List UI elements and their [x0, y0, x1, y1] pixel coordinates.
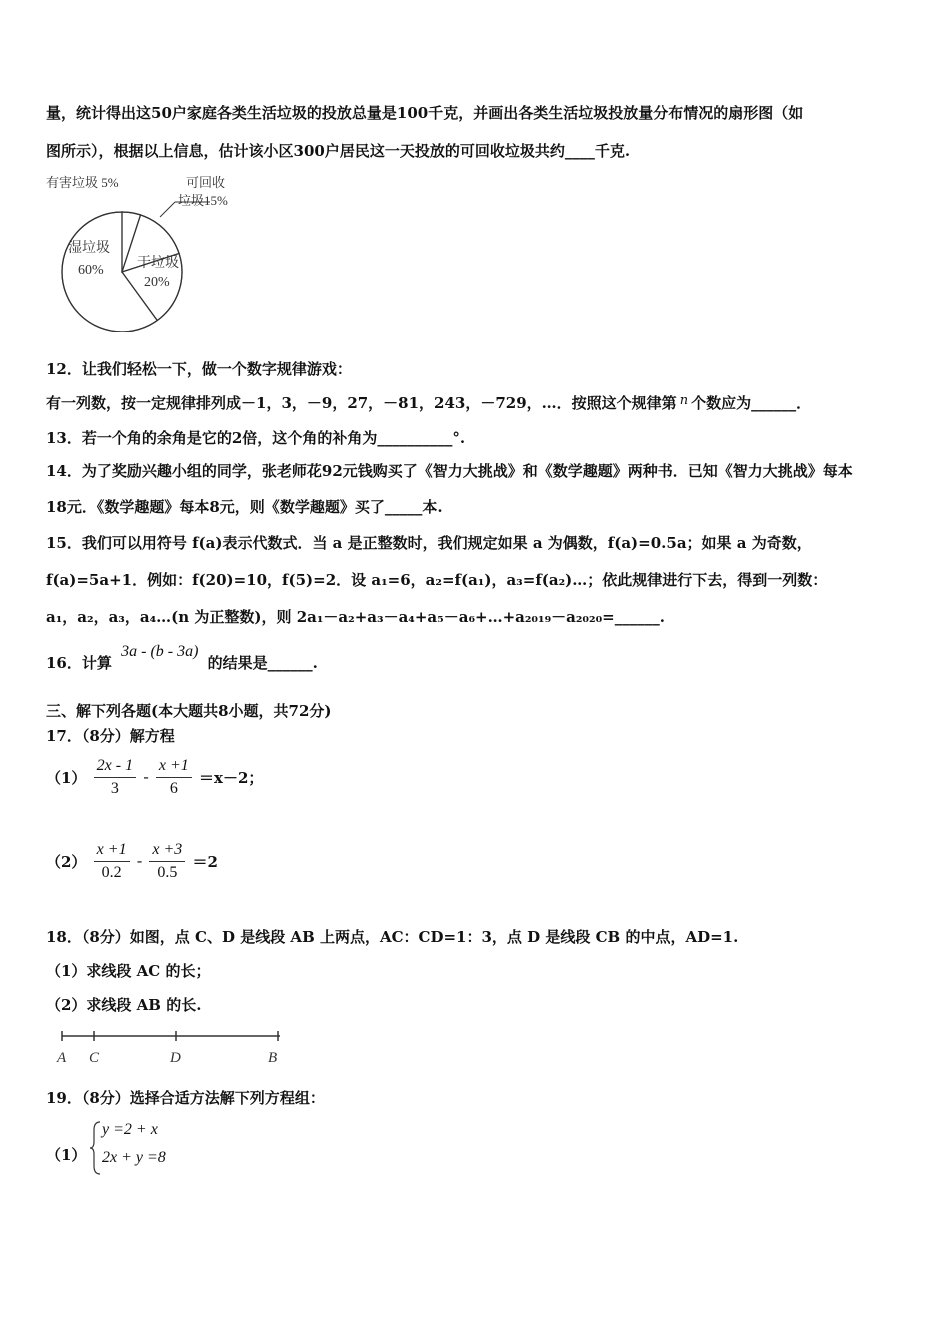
point-c: C: [89, 1050, 100, 1066]
q17-p2-fraction-1: [94, 839, 130, 884]
q19-label: （1）: [46, 1146, 87, 1164]
point-b: B: [268, 1050, 278, 1066]
label-hazard: 有害垃圾 5%: [46, 175, 119, 190]
numerator: x +1: [156, 755, 192, 778]
q15-line-3: a₁，a₂，a₃，a₄…(n 为正整数)，则 2a₁－a₂+a₃－a₄+a₅－a₆+…+a₂₀₁₉－a₂₀₂₀=______.: [46, 608, 665, 626]
q17-p1-fraction-1: [94, 755, 136, 800]
q19-title: 19．（8分）选择合适方法解下列方程组：: [46, 1089, 325, 1107]
label-wet-2: 60%: [78, 263, 104, 278]
q19-equation-2: 2x + y =8: [102, 1149, 166, 1166]
label-wet-1: 湿垃圾: [68, 241, 110, 256]
q11-line-1: 量，统计得出这50户家庭各类生活垃圾的投放总量是100千克，并画出各类生活垃圾投放量分布情况的扇形图（如: [46, 104, 804, 122]
segment-figure: [52, 1028, 292, 1070]
q17-p2-fraction-2: [149, 839, 185, 884]
label-recycle-1: 可回收: [186, 175, 226, 190]
equation-system-brace: [88, 1120, 102, 1176]
q13: 13．若一个角的余角是它的2倍，这个角的补角为__________°.: [46, 429, 466, 447]
q14-line-2: 18元．《数学趣题》每本8元，则《数学趣题》买了_____本.: [46, 498, 443, 516]
q18-sub-1: （1）求线段 AC 的长；: [46, 962, 211, 980]
q18-sub-2: （2）求线段 AB 的长.: [46, 996, 202, 1014]
point-a: A: [57, 1050, 67, 1066]
minus-sign: -: [143, 768, 149, 786]
denominator: 0.2: [101, 864, 122, 881]
q12-text-b: 个数应为______．: [691, 394, 812, 412]
q16: [46, 643, 318, 673]
numerator: x +3: [149, 839, 185, 862]
q16-suffix: 的结果是______.: [207, 654, 318, 672]
q12-text-a: 有一列数，按一定规律排列成－1，3，－9，27，－81，243，－729，…．按照这个规律第: [46, 394, 677, 412]
q15-line-1: 15．我们可以用符号 f(a)表示代数式．当 a 是正整数时，我们规定如果 a 为偶数，f(a)=0.5a；如果 a 为奇数，: [46, 534, 812, 552]
minus-sign: -: [136, 852, 143, 870]
q15-line-2: f(a)=5a+1．例如：f(20)=10，f(5)=2．设 a₁=6，a₂=f(a₁)，a₃=f(a₂)…；依此规律进行下去，得到一列数：: [46, 571, 828, 589]
q14-line-1: 14．为了奖励兴趣小组的同学，张老师花92元钱购买了《智力大挑战》和《数学趣题》两种书．已知《智力大挑战》每本: [46, 462, 853, 480]
denominator: 6: [169, 780, 178, 797]
label-dry-1: 干垃圾: [137, 256, 179, 271]
q18-line-1: 18．（8分）如图，点 C、D 是线段 AB 上两点，AC：CD=1：3，点 D 是线段 CB 的中点，AD=1.: [46, 928, 739, 946]
q17-title: 17．（8分）解方程: [46, 727, 175, 745]
denominator: 0.5: [157, 864, 178, 881]
q17-p2-rhs: ＝2: [192, 853, 218, 871]
q17-p1-rhs: ＝x－2；: [199, 769, 264, 787]
q17-p1-label: （1）: [46, 769, 87, 787]
q19-part-1: [46, 1118, 87, 1164]
numerator: 2x - 1: [94, 755, 136, 778]
label-recycle-2: 垃圾15%: [178, 193, 228, 208]
denominator: 3: [110, 780, 119, 797]
leader-line-recycle-2: [160, 202, 175, 217]
q16-prefix: 16．计算: [46, 654, 112, 672]
q12-n: n: [679, 393, 689, 408]
q17-part-1: [46, 755, 263, 800]
label-dry-2: 20%: [144, 275, 170, 290]
q17-p1-fraction-2: [156, 755, 192, 800]
point-d: D: [170, 1050, 181, 1066]
q12-line-2: [46, 392, 811, 413]
q16-expression: 3a - (b - 3a): [121, 643, 199, 660]
q17-p2-label: （2）: [46, 853, 87, 871]
q17-part-2: [46, 839, 218, 884]
pie-chart: [40, 172, 250, 332]
section-3-heading: 三、解下列各题(本大题共8小题，共72分): [46, 702, 332, 720]
q12-line-1: 12．让我们轻松一下，做一个数字规律游戏：: [46, 360, 352, 378]
numerator: x +1: [94, 839, 130, 862]
q11-line-2: 图所示），根据以上信息，估计该小区300户居民这一天投放的可回收垃圾共约____千克.: [46, 142, 631, 160]
q19-equation-1: y =2 + x: [102, 1121, 158, 1138]
